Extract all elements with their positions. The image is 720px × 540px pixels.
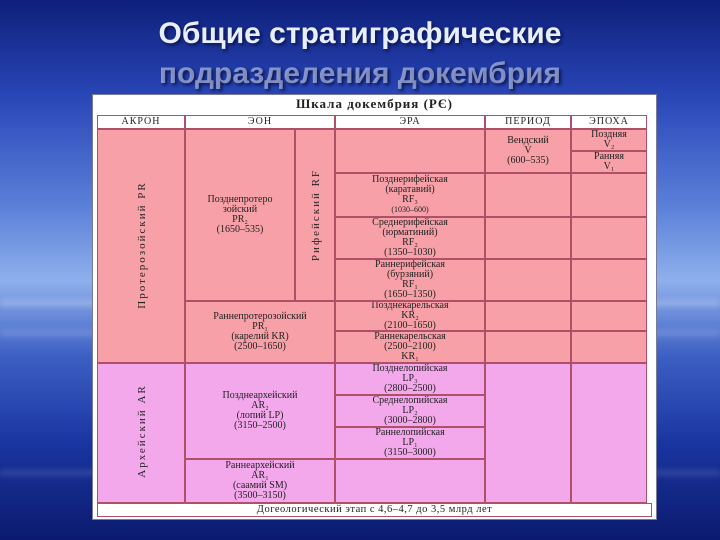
eon-alias: (саамий SM)	[232, 480, 288, 491]
era-alias: (каратавий)	[385, 184, 435, 195]
acron-archean-label: Архейский AR	[136, 384, 148, 478]
era-index: LP₃	[402, 373, 418, 384]
slide-title-line2: подразделения докембрия	[158, 57, 562, 90]
era-name: Раннекарельская	[374, 331, 446, 342]
epoch-early	[571, 151, 647, 173]
eon-range: (1650–535)	[216, 224, 264, 235]
era-range: (3000–2800)	[384, 415, 436, 426]
epoch-blank-5	[571, 331, 647, 363]
period-archean-blank	[485, 363, 571, 503]
era-early-lopian	[335, 427, 485, 459]
epoch-blank-2	[571, 217, 647, 259]
era-name: Среднерифейская	[372, 217, 448, 228]
era-late-riphean	[335, 173, 485, 217]
header-era: ЭРА	[335, 115, 485, 129]
epoch-name: Поздняя	[591, 129, 627, 140]
era-name: Раннелопийская	[375, 427, 445, 438]
era-name: Позднелопийская	[372, 363, 448, 374]
header-eon: ЭОН	[185, 115, 335, 129]
eon-late-proterozoic	[185, 129, 295, 301]
header-epoch: ЭПОХА	[571, 115, 647, 129]
era-index: LP₂	[402, 405, 418, 416]
era-index: RF₂	[402, 237, 418, 248]
era-mid-riphean	[335, 217, 485, 259]
era-range: (2100–1650)	[384, 320, 436, 331]
eon-early-proterozoic	[185, 301, 335, 363]
epoch-blank-4	[571, 301, 647, 331]
eon-alias: (карелий KR)	[231, 331, 289, 342]
era-early-archean-blank	[335, 459, 485, 503]
era-name: Среднелопийская	[372, 395, 448, 406]
riphean-label: Рифейский RF	[310, 168, 322, 262]
era-early-riphean	[335, 259, 485, 301]
era-index: LP₁	[402, 437, 418, 448]
era-name: Раннерифейская	[375, 259, 445, 270]
epoch-index: V₁	[603, 161, 615, 172]
eon-range: (2500–1650)	[234, 341, 286, 352]
eon-index: AR₁	[251, 470, 269, 481]
era-range: (2500–2100)	[384, 341, 436, 352]
eon-range: (3150–2500)	[234, 420, 286, 431]
era-index: KR₁	[401, 351, 419, 362]
period-name: Вендский	[507, 135, 549, 146]
eon-index: PR₁	[252, 321, 268, 332]
era-range: (1350–1030)	[384, 247, 436, 258]
era-name: Позднекарельская	[371, 301, 449, 311]
period-range: (600–535)	[507, 155, 549, 166]
era-index: RF₁	[402, 279, 418, 290]
eon-name: Позднеархейский	[222, 390, 298, 401]
epoch-blank-1	[571, 173, 647, 217]
eon-name: Раннепротерозойский	[213, 311, 307, 322]
era-index: RF₃	[402, 194, 418, 205]
eon-alias: (лопий LP)	[236, 410, 284, 421]
slide-title-line1: Общие стратиграфические	[158, 17, 562, 50]
era-range: (3150–3000)	[384, 447, 436, 458]
acron-proterozoic	[97, 129, 185, 363]
era-late-karelian	[335, 301, 485, 331]
period-blank-2	[485, 217, 571, 259]
period-vendian	[485, 129, 571, 173]
epoch-blank-3	[571, 259, 647, 301]
era-range: (1030–600)	[391, 205, 429, 214]
period-blank-3	[485, 259, 571, 301]
acron-proterozoic-label: Протерозойский PR	[136, 181, 148, 309]
table-footer: Догеологический этап с 4,6–4,7 до 3,5 млрд лет	[97, 503, 652, 517]
eon-name: Раннеархейский	[225, 460, 295, 471]
era-name: Позднерифейская	[372, 174, 448, 185]
header-period: ПЕРИОД	[485, 115, 571, 129]
eon-index: PR₂	[232, 214, 248, 225]
epoch-index: V₂	[603, 139, 615, 150]
epoch-late	[571, 129, 647, 151]
table-title: Шкала докембрия (PЄ)	[295, 96, 453, 111]
precambrian-scale-table	[92, 94, 657, 520]
epoch-archean-blank	[571, 363, 647, 503]
eon-range: (3500–3150)	[234, 490, 286, 501]
eon-late-archean	[185, 363, 335, 459]
era-mid-lopian	[335, 395, 485, 427]
era-vendian-blank	[335, 129, 485, 173]
eon-early-archean	[185, 459, 335, 503]
epoch-name: Ранняя	[594, 151, 624, 162]
era-range: (2800–2500)	[384, 383, 436, 394]
header-acron: АКРОН	[97, 115, 185, 129]
period-index: V	[524, 145, 532, 156]
period-blank-5	[485, 331, 571, 363]
period-blank-1	[485, 173, 571, 217]
table-grid	[93, 95, 656, 519]
era-index: KR₂	[401, 310, 419, 321]
acron-archean	[97, 363, 185, 503]
era-alias: (юрматиний)	[382, 227, 438, 238]
eon-name-cont: зойский	[222, 204, 258, 215]
era-early-karelian	[335, 331, 485, 363]
period-blank-4	[485, 301, 571, 331]
slide-title	[0, 14, 720, 94]
eon-index: AR₂	[251, 400, 269, 411]
era-range: (1650–1350)	[384, 289, 436, 300]
era-alias: (бурзяний)	[386, 269, 434, 280]
era-late-lopian	[335, 363, 485, 395]
eon-name: Позднепротеро	[207, 194, 273, 205]
riphean-column	[295, 129, 335, 301]
